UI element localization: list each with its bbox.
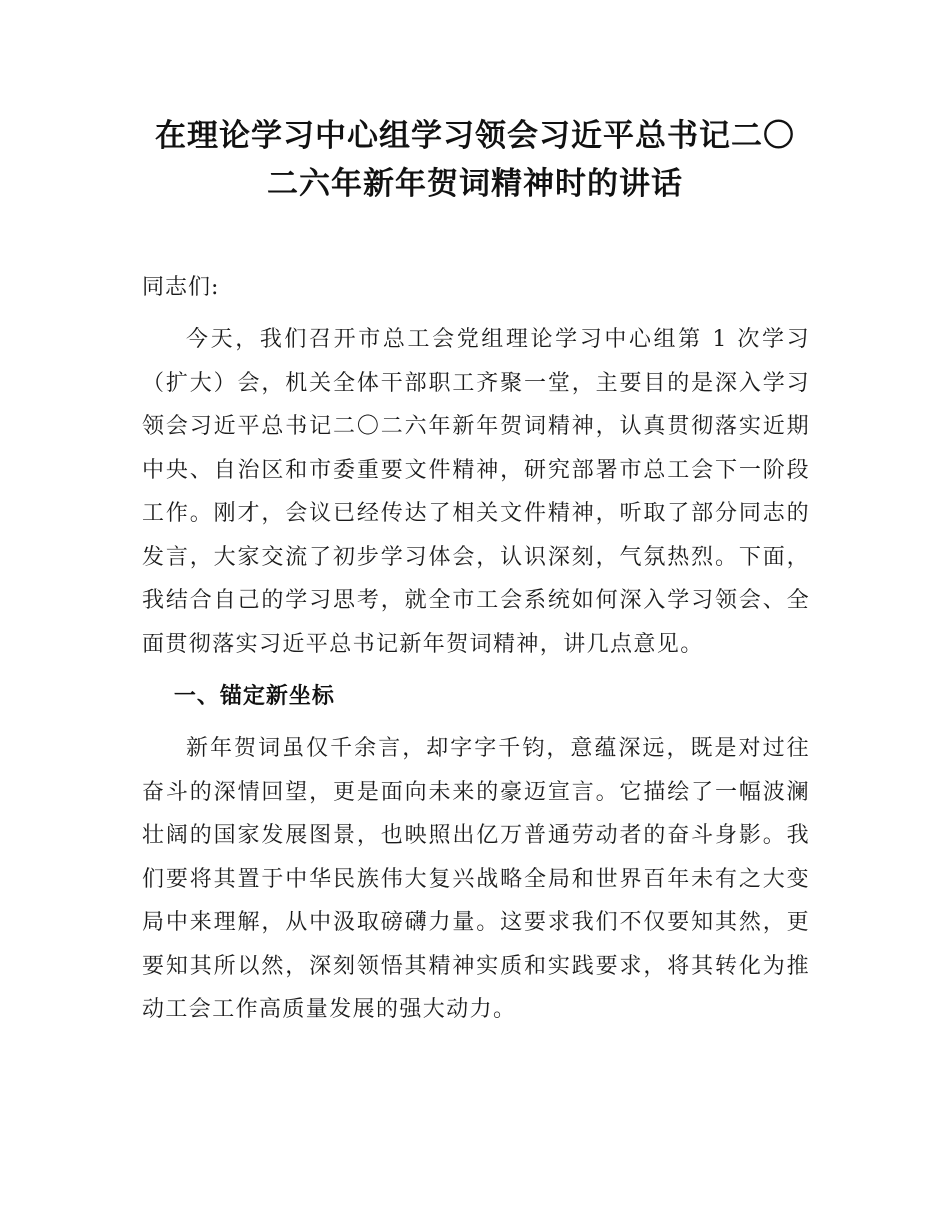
section-heading-1: 一、锚定新坐标 — [173, 684, 335, 709]
document-title — [120, 112, 830, 208]
title-line-2: 二六年新年贺词精神时的讲话 — [267, 166, 683, 202]
paragraph-intro: 今天，我们召开市总工会党组理论学习中心组第 1 次学习（扩大）会，机关全体干部职工齐聚一堂，主要目的是深入学习领会习近平总书记二〇二六年新年贺词精神，认真贯彻落实近期中央、自治区和市委重要文件精神，研究部署市总工会下一阶段工作。刚才，会议已经传达了相关文件精神，听取了部分同志的发言，大家交流了初步学习体会，认识深刻，气氛热烈。下面，我结合自己的学习思考，就全市工会系统如何深入学习领会、全面贯彻落实习近平总书记新年贺词精神，讲几点意见。 — [142, 327, 810, 657]
paragraph-section-1: 新年贺词虽仅千余言，却字字千钧，意蕴深远，既是对过往奋斗的深情回望，更是面向未来的豪迈宣言。它描绘了一幅波澜壮阔的国家发展图景，也映照出亿万普通劳动者的奋斗身影。我们要将其置于中华民族伟大复兴战略全局和世界百年未有之大变局中来理解，从中汲取磅礴力量。这要求我们不仅要知其然，更要知其所以然，深刻领悟其精神实质和实践要求，将其转化为推动工会工作高质量发展的强大动力。 — [142, 736, 810, 1022]
salutation: 同志们: — [142, 275, 220, 300]
document-body — [142, 266, 810, 1032]
title-line-1: 在理论学习中心组学习领会习近平总书记二〇 — [155, 118, 795, 154]
